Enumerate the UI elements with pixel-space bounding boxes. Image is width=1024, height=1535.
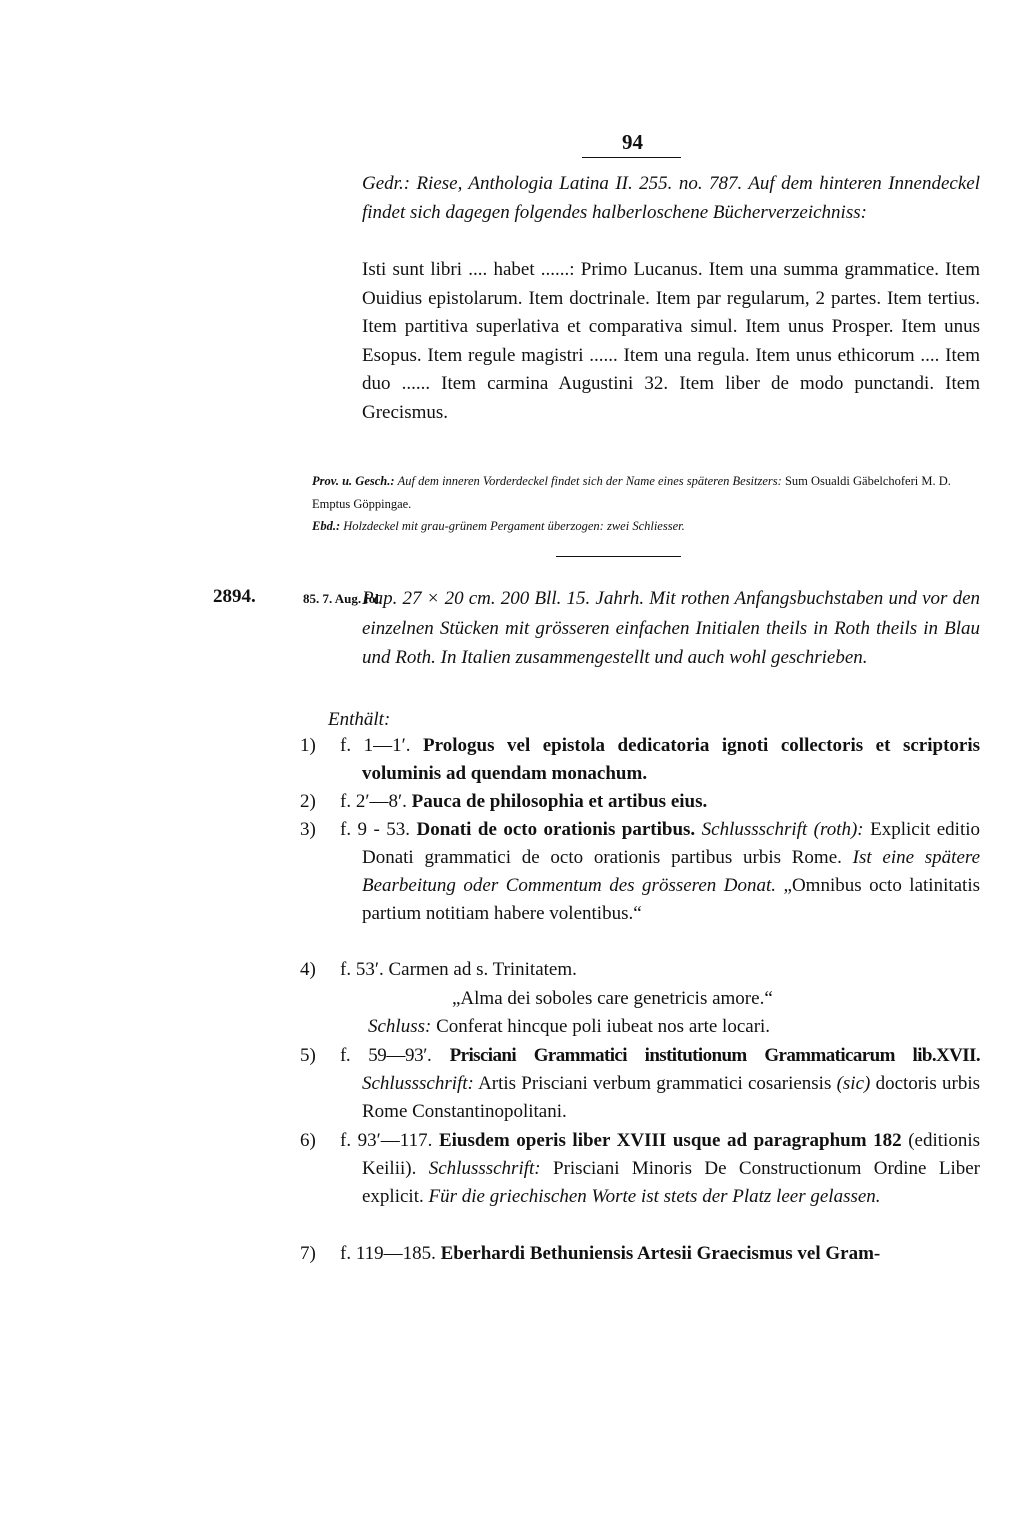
provenance-text: Auf dem inneren Vorderdeckel findet sich der Name eines späteren Besitzers: — [397, 474, 782, 488]
list-item — [300, 1042, 980, 1126]
list-item — [300, 816, 980, 928]
item-verse: „Alma dei soboles care genetricis amore.“ — [452, 988, 773, 1009]
binding-note — [312, 515, 980, 538]
item-number: 4) — [300, 959, 316, 980]
gedr-label: Gedr.: — [362, 173, 411, 194]
item-title: Prologus vel epistola dedicatoria ignoti collectoris et scriptoris voluminis ad quendam monachum. — [362, 735, 981, 784]
item-schluss — [368, 1013, 770, 1041]
item-folio: f. 1—1′. — [340, 735, 411, 756]
gedr-paragraph — [362, 170, 980, 227]
schluss-label: Schluss: — [368, 1016, 432, 1037]
description-text: Pap. 27 × 20 cm. 200 Bll. 15. Jahrh. Mit rothen Anfangsbuchstaben und vor den einzelnen Stücken mit grösseren einfachen Initialen theils in Roth theils in Blau und Roth. In Italien zusammengestellt und auch wohl geschrieben. — [362, 588, 980, 668]
book-list-text: Isti sunt libri .... habet ......: Primo Lucanus. Item una summa grammatice. Item Ouidius epistolarum. Item doctrinale. Item par regularum, 2 partes. Item tertius. Item partitiva superlativa et comparativa simul. Item unus Prosper. Item unus Esopus. Item regule magistri ...... Item una regula. Item unus ethicorum .... Item duo ...... Item carmina Augustini 32. Item liber de modo punctandi. Item Grecismus. — [362, 259, 980, 423]
item-number: 3) — [300, 819, 316, 840]
list-item — [300, 1127, 980, 1211]
book-list-paragraph — [362, 256, 980, 428]
item-note-label: Schlussschrift: — [362, 1073, 474, 1094]
section-separator — [556, 556, 681, 557]
item-number: 5) — [300, 1045, 316, 1066]
item-remark: Ist eine spätere Bearbeitung oder Commentum des grösseren Donat. — [362, 847, 981, 896]
entry-description — [303, 584, 980, 673]
item-title: Prisciani Grammatici institutionum Grammaticarum lib.XVII. — [449, 1045, 980, 1066]
item-quote: „Omnibus octo latinitatis partium notitiam habere volentibus.“ — [362, 875, 981, 924]
item-title: Carmen ad s. Trinitatem. — [388, 959, 577, 980]
item-number: 6) — [300, 1130, 316, 1151]
item-remark: Für die griechischen Worte ist stets der Platz leer gelassen. — [428, 1186, 881, 1207]
provenance-value: Sum Osualdi Gäbelchoferi M. D. Emptus Göppingae. — [312, 474, 951, 511]
item-note-text: Explicit editio Donati grammatici de octo orationis partibus urbis Rome. — [362, 819, 980, 868]
item-folio: f. 119—185. — [340, 1243, 436, 1264]
item-number: 2) — [300, 791, 316, 812]
item-number: 7) — [300, 1243, 316, 1264]
item-number: 1) — [300, 735, 316, 756]
list-item — [300, 732, 980, 788]
item-folio: f. 59—93′. — [340, 1045, 432, 1066]
item-note-text: Artis Prisciani verbum grammatici cosariensis — [478, 1073, 832, 1094]
page-number-rule — [582, 157, 681, 158]
page-number: 94 — [622, 130, 643, 154]
item-folio: f. 53′. — [340, 959, 384, 980]
item-title: Pauca de philosophia et artibus eius. — [411, 791, 708, 812]
list-item — [300, 956, 980, 984]
schluss-text: Conferat hincque poli iubeat nos arte locari. — [436, 1016, 771, 1037]
item-note-text-2: doctoris urbis Rome Constantinopolitani. — [362, 1073, 980, 1122]
item-folio: f. 2′—8′. — [340, 791, 407, 812]
sic-mark: (sic) — [836, 1073, 871, 1094]
item-title: Eiusdem operis liber XVIII usque ad paragraphum 182 — [438, 1130, 902, 1151]
item-title: Donati de octo orationis partibus. — [416, 819, 696, 840]
provenance-note — [312, 470, 980, 515]
binding-label: Ebd.: — [312, 519, 341, 533]
item-title: Eberhardi Bethuniensis Artesii Graecismus vel Gram- — [440, 1243, 881, 1264]
binding-text: Holzdeckel mit grau-grünem Pergament überzogen: zwei Schliesser. — [343, 519, 685, 533]
provenance-label: Prov. u. Gesch.: — [312, 474, 395, 488]
item-edition: (editionis Keilii). — [362, 1130, 980, 1179]
item-folio: f. 9 - 53. — [340, 819, 411, 840]
item-note-text: Prisciani Minoris De Constructionum Ordine Liber explicit. — [362, 1158, 981, 1207]
item-folio: f. 93′—117. — [340, 1130, 433, 1151]
gedr-text: Riese, Anthologia Latina II. 255. no. 787. Auf dem hinteren Innendeckel findet sich dagegen folgendes halberloschene Bücherverzeichniss: — [362, 173, 980, 223]
contents-label: Enthält: — [328, 709, 391, 730]
list-item — [300, 1240, 980, 1268]
shelfmark: 85. 7. Aug. fol. — [303, 591, 383, 606]
item-note-label: Schlussschrift: — [428, 1158, 541, 1179]
entry-number: 2894. — [213, 586, 256, 607]
item-note-label: Schlussschrift (roth): — [701, 819, 864, 840]
list-item — [300, 788, 980, 816]
